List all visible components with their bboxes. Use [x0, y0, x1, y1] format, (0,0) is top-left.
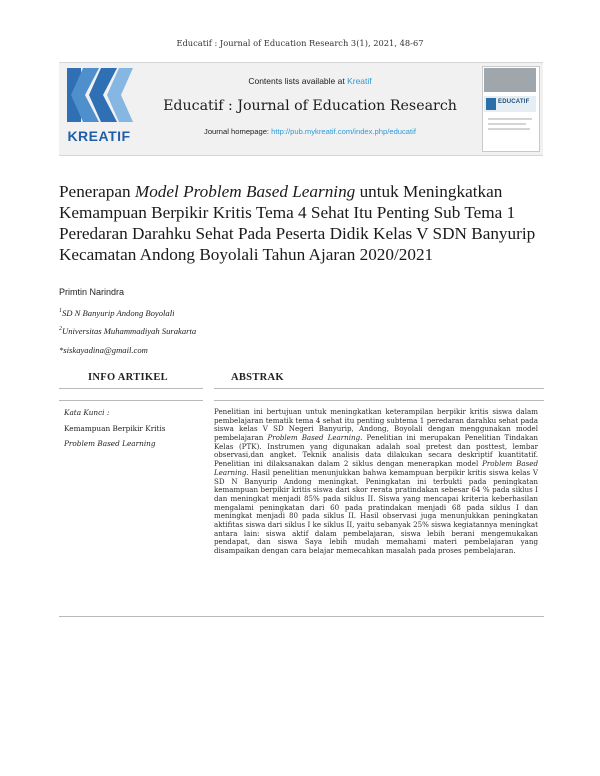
abstract-text-part: Penelitian ini bertujuan untuk meningkatkan keterampilan berpikir kritis siswa dalam pembelajaran tematik tema 4 sehat itu penting subtema 1 peredaran darahku sehat pada siswa kelas V SD Negeri Banyurip, Andong, Boyolali dengan menggunakan model pembelajaran	[214, 407, 538, 443]
running-head: Educatif : Journal of Education Research 3(1), 2021, 48-67	[176, 38, 424, 48]
publisher-link[interactable]: Kreatif	[347, 76, 372, 86]
keyword-item: Kemampuan Berpikir Kritis	[64, 424, 166, 433]
keywords-label: Kata Kunci :	[64, 408, 110, 417]
abstract-text-part: . Penelitian ini merupakan Penelitian Tindakan Kelas (PTK). Instrumen yang digunakan adalah soal pretest dan posttest, lembar observasi,dan angket. Teknik analisis data dilakukan secara deskriptif kuantitatif. Penelitian ini dilaksanakan dalam 2 siklus dengan menerapkan model	[214, 433, 538, 469]
cover-line	[488, 123, 526, 125]
abstract-text-part: . Hasil penelitian menunjukkan bahwa kemampuan berpikir kritis siswa kelas V SD N Banyurip Andong meningkat. Peningkatan ini terbukti pada peningkatan kemampuan berpikir kritis siswa dari skor rerata pratindakan sebesar 64 % pada siklus I dan meningkat menjadi 85% pada siklus II. Siswa yang mencapai kriteria keberhasilan mengalami peningkatan dari 60 pada pratindakan menjadi 68 pada siklus I dan meningkat menjadi 80 pada siklus II. Hasil observasi juga menunjukkan peningkatan aktifitas siswa dari siklus I ke siklus II, yaitu sebanyak 25% siswa kegiatannya meningkat antara lain: siswa aktif dalam pembelajaran, siswa lebih berani mengemukakan pendapat, dan siswa Saya lebih mudah memahami materi pembelajaran yang disampaikan dengan cara belajar memecahkan masalah pada proses pembelajaran.	[214, 467, 538, 555]
journal-homepage-line	[140, 127, 480, 136]
homepage-link[interactable]: http://pub.mykreatif.com/index.php/educatif	[271, 127, 416, 136]
contents-list-line	[140, 76, 480, 86]
affiliation-2	[59, 326, 196, 336]
kreatif-logo-text: KREATIF	[67, 128, 131, 144]
cover-header-block	[484, 68, 536, 92]
divider	[214, 400, 544, 401]
affiliation-1	[59, 308, 175, 318]
abstrak-heading: ABSTRAK	[231, 372, 284, 383]
contents-prefix: Contents lists available at	[248, 76, 348, 86]
info-artikel-heading: INFO ARTIKEL	[88, 372, 168, 383]
cover-line	[488, 118, 532, 120]
author-email[interactable]: *siskayadina@gmail.com	[59, 345, 148, 355]
affiliation-2-marker: 2	[59, 326, 62, 333]
cover-title-text: EDUCATIF	[498, 99, 530, 105]
keyword-item: Problem Based Learning	[64, 439, 156, 448]
affiliation-1-marker: 1	[59, 308, 62, 315]
abstract-italic-term: Problem Based Learning	[267, 433, 361, 443]
journal-title: Educatif : Journal of Education Research	[163, 98, 457, 114]
cover-line	[488, 128, 530, 130]
author-name: Primtin Narindra	[59, 287, 125, 297]
homepage-label: Journal homepage:	[204, 127, 272, 136]
title-part-2: untuk Meningkatkan Kemampuan Berpikir Kritis Tema 4 Sehat Itu Penting Sub Tema 1 Peredaran Darahku Sehat Pada Peserta Didik Kelas V SDN Banyurip Kecamatan Andong Boyolali Tahun Ajaran 2020/2021	[59, 182, 536, 264]
cover-mark-icon	[486, 98, 496, 110]
article-title	[59, 181, 549, 265]
title-part-1: Penerapan	[59, 182, 135, 201]
affiliation-1-text: SD N Banyurip Andong Boyolali	[62, 308, 175, 318]
affiliation-2-text: Universitas Muhammadiyah Surakarta	[62, 326, 197, 336]
title-italic-part: Model Problem Based Learning	[134, 182, 356, 201]
abstract-body	[214, 408, 538, 556]
divider	[59, 400, 203, 401]
divider	[214, 388, 544, 389]
abstract-italic-term: Problem Based Learning	[214, 459, 538, 477]
bottom-divider	[59, 616, 544, 617]
divider	[59, 388, 203, 389]
